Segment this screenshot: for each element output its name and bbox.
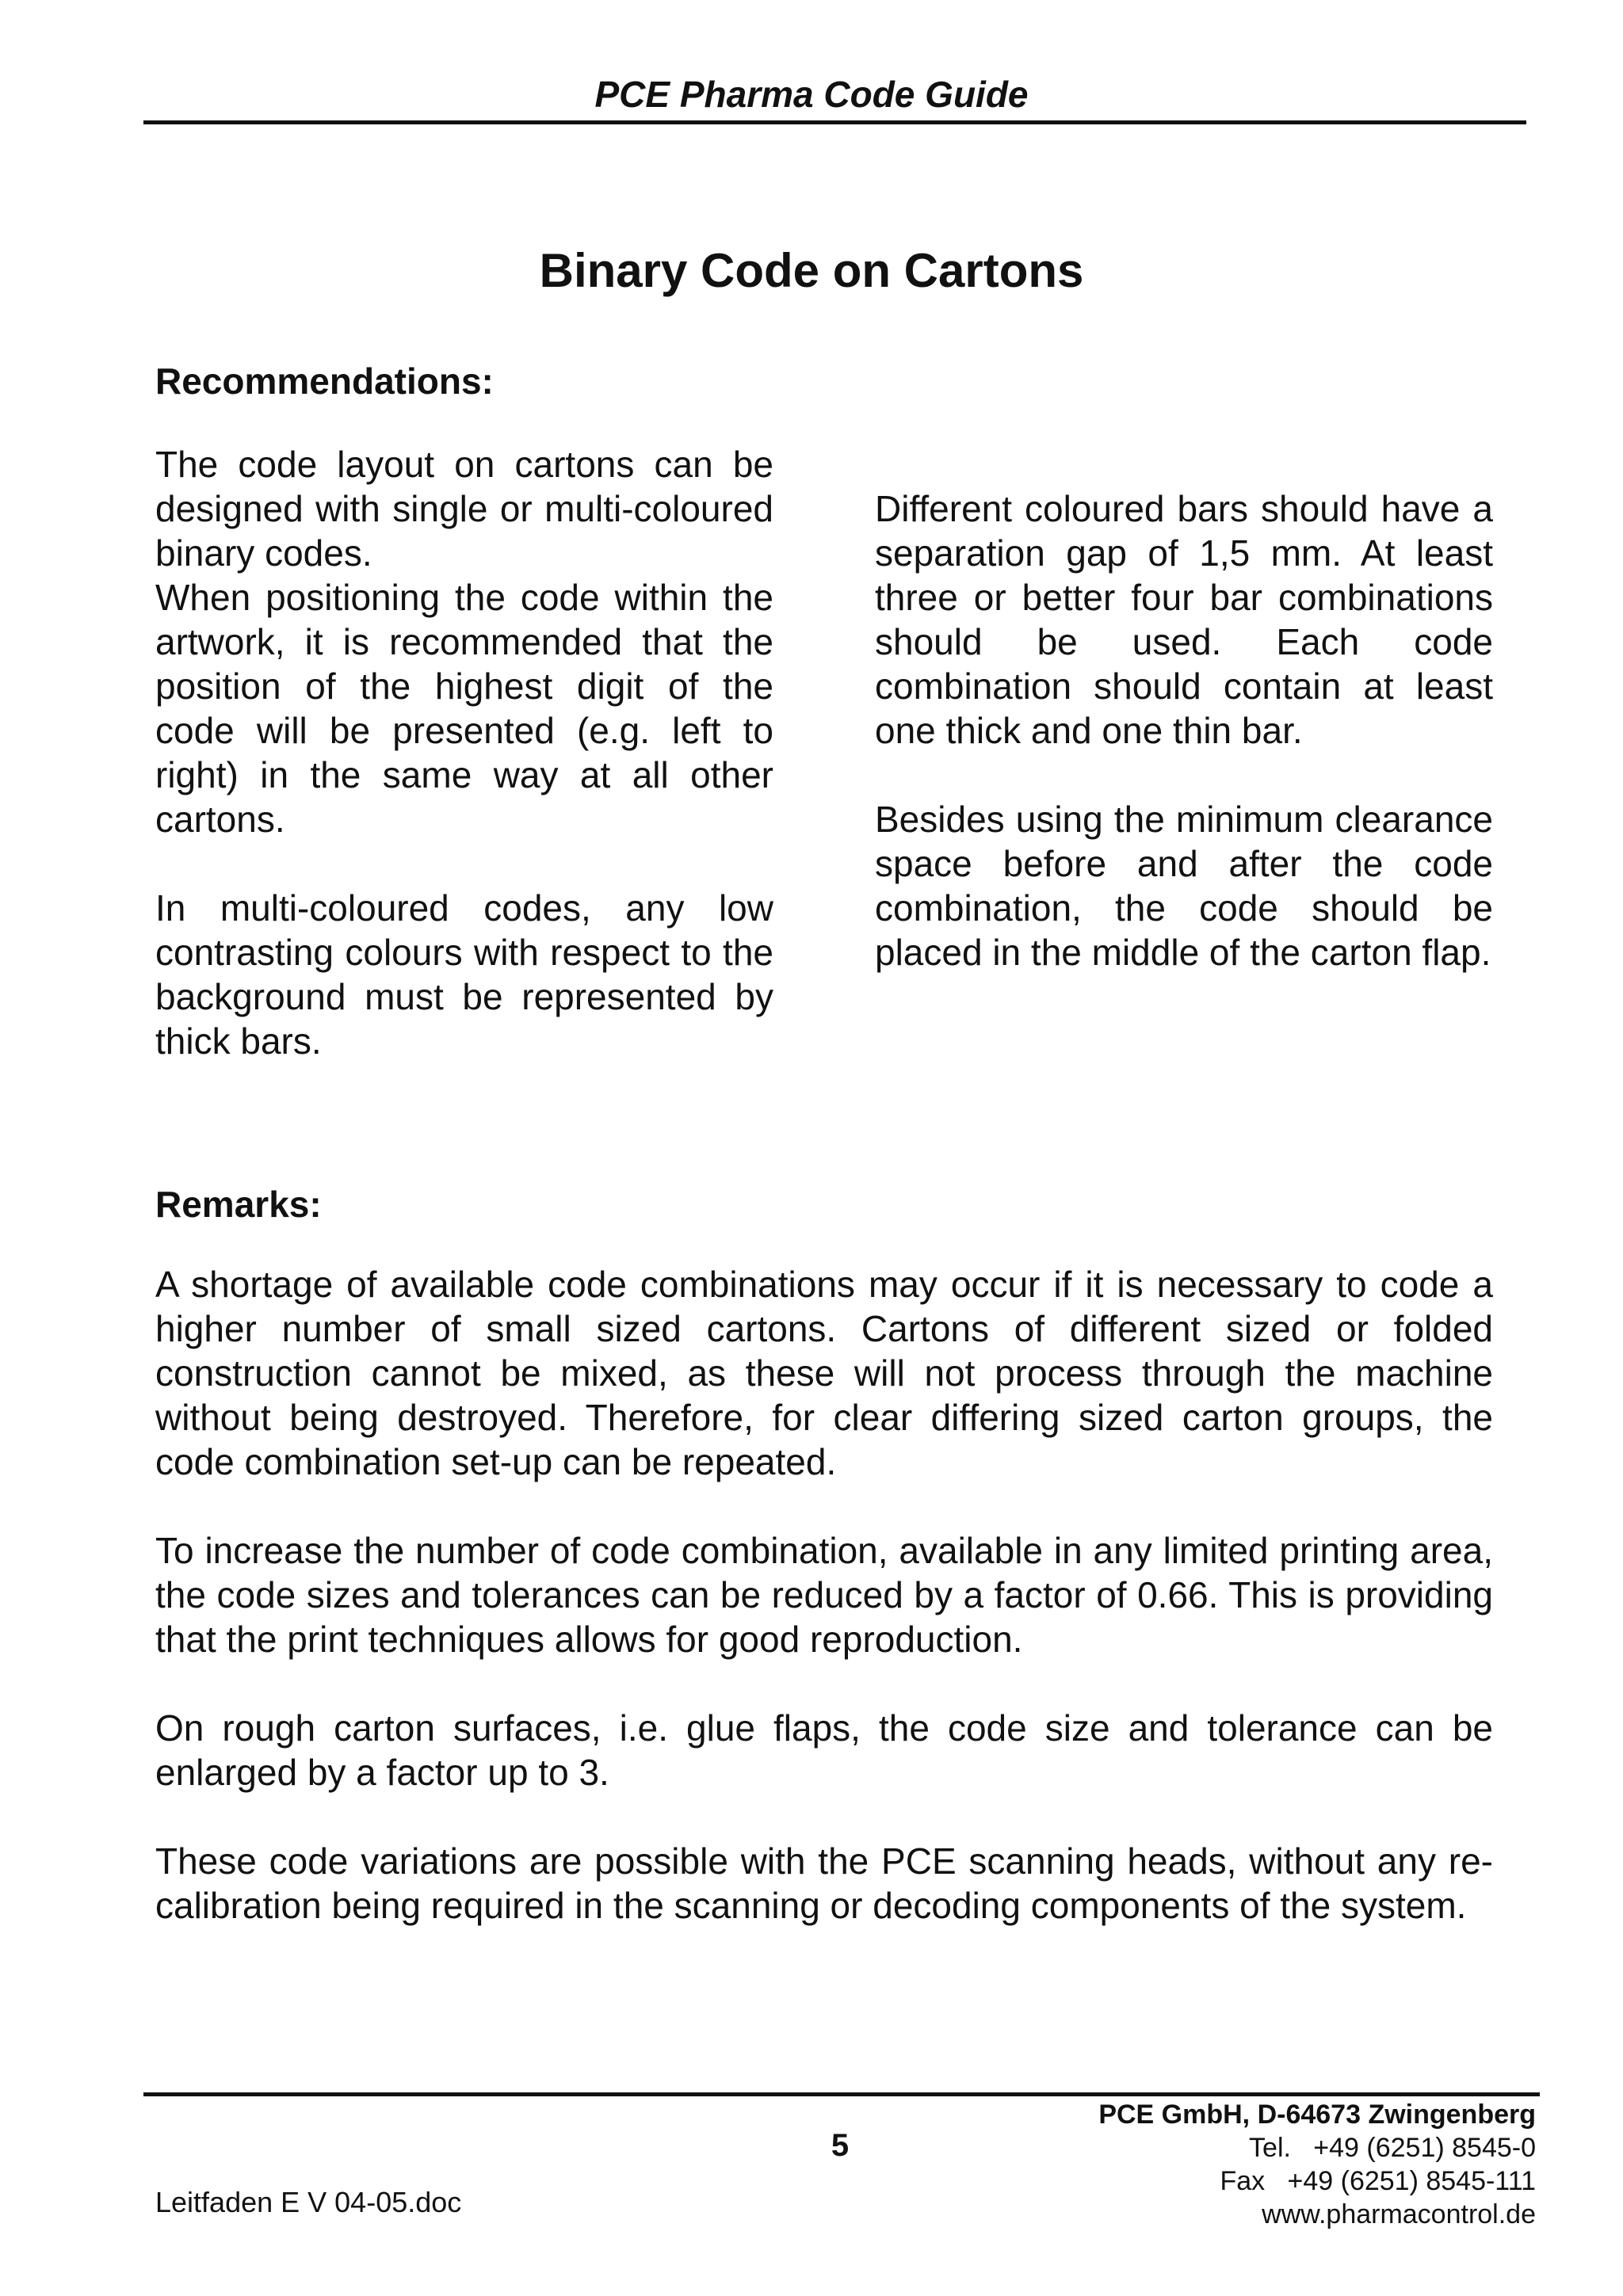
remark-paragraph: A shortage of available code combinations may occur if it is necessary to code a higher number of small sized cartons. Cartons of different sized or folded construction cannot be mixed, as these will not process through the machine without being destroyed. Therefore, for clear differing sized carton groups, the code combination set-up can be repeated. <box>155 1264 1493 1482</box>
recommendation-paragraph: Different coloured bars should have a separation gap of 1,5 mm. At least three or better four bar combinations should be used. Each code combination should contain at least one thick and one thin bar. <box>875 488 1493 751</box>
header-divider <box>143 120 1526 124</box>
remark-paragraph: These code variations are possible with the PCE scanning heads, without any re-calibration being required in the scanning or decoding components of the system. <box>155 1840 1493 1926</box>
remarks-body <box>155 1262 1493 1928</box>
document-title: Binary Code on Cartons <box>539 244 1084 297</box>
page-number: 5 <box>831 2128 850 2163</box>
remark-paragraph: To increase the number of code combination, available in any limited printing area, the code sizes and tolerances can be reduced by a factor of 0.66. This is providing that the print techniques allows for good reproduction. <box>155 1530 1493 1660</box>
footer-divider <box>143 2092 1540 2096</box>
remark-paragraph: On rough carton surfaces, i.e. glue flaps, the code size and tolerance can be enlarged by a factor up to 3. <box>155 1707 1493 1793</box>
recommendation-paragraph: In multi-coloured codes, any low contrasting colours with respect to the background must be represented by thick bars. <box>155 887 773 1062</box>
recommendation-paragraph: Besides using the minimum clearance space before and after the code combination, the code should be placed in the middle of the carton flap. <box>875 799 1493 973</box>
footer-fax: Fax +49 (6251) 8545-111 <box>1220 2166 1536 2196</box>
footer-file-name: Leitfaden E V 04-05.doc <box>155 2186 462 2218</box>
footer-telephone: Tel. +49 (6251) 8545-0 <box>1249 2133 1536 2163</box>
remarks-heading: Remarks: <box>155 1184 322 1225</box>
footer-website[interactable]: www.pharmacontrol.de <box>1262 2199 1536 2229</box>
recommendation-paragraph: When positioning the code within the artwork, it is recommended that the position of the highest digit of the code will be presented (e.g. left to right) in the same way at all other cartons. <box>155 577 773 840</box>
recommendations-heading: Recommendations: <box>155 360 494 402</box>
recommendation-paragraph: The code layout on cartons can be designed with single or multi-coloured binary codes. <box>155 444 773 574</box>
page-header-title: PCE Pharma Code Guide <box>594 74 1029 115</box>
footer-company-name: PCE GmbH, D-64673 Zwingenberg <box>1098 2100 1536 2130</box>
recommendations-left-column <box>155 442 773 1063</box>
recommendations-right-column <box>875 486 1493 974</box>
footer-company-block <box>1098 2098 1536 2231</box>
